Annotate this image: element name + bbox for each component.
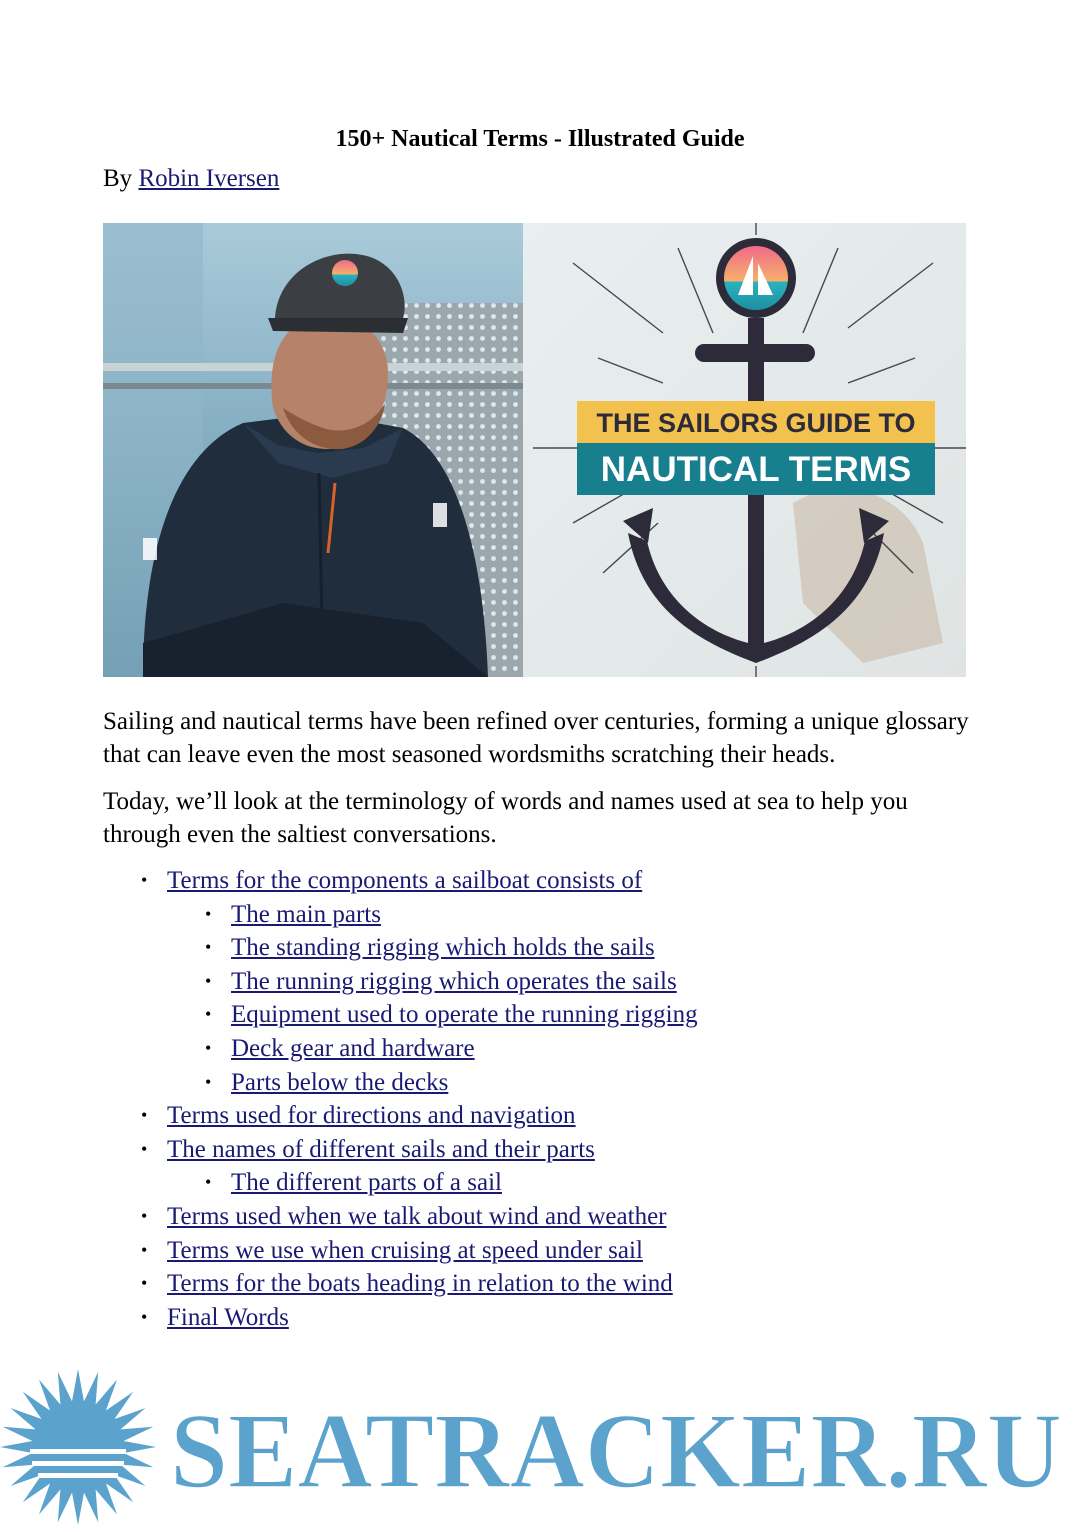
toc-item — [103, 1066, 698, 1100]
bullet-icon: • — [141, 1273, 148, 1294]
hero-image — [103, 223, 966, 677]
bullet-icon: • — [205, 937, 212, 958]
bullet-icon: • — [205, 1037, 212, 1058]
watermark — [0, 1365, 1080, 1527]
banner-line2: NAUTICAL TERMS — [600, 450, 912, 489]
toc-item — [103, 1099, 698, 1133]
byline — [103, 163, 279, 195]
table-of-contents — [103, 864, 698, 1334]
toc-item — [103, 864, 698, 898]
toc-link[interactable]: The running rigging which operates the sails — [231, 967, 677, 995]
toc-item — [103, 1234, 698, 1268]
toc-link[interactable]: The main parts — [231, 900, 381, 928]
byline-prefix: By — [103, 165, 133, 192]
toc-item — [103, 1133, 698, 1167]
guide-graphic — [523, 223, 966, 677]
toc-item — [103, 1032, 698, 1066]
toc-item — [103, 1301, 698, 1335]
bullet-icon: • — [205, 970, 212, 991]
toc-item — [103, 898, 698, 932]
intro-paragraph-2: Today, we’ll look at the terminology of words and names used at sea to help you through even the saltiest conversations. — [103, 788, 908, 848]
watermark-text: SEATRACKER.RU — [170, 1392, 1062, 1511]
author-link[interactable]: Robin Iversen — [138, 165, 280, 192]
bullet-icon: • — [205, 1004, 212, 1025]
toc-item — [103, 998, 698, 1032]
toc-link[interactable]: Terms for the components a sailboat consists of — [167, 867, 643, 894]
banner-line1: THE SAILORS GUIDE TO — [596, 408, 916, 438]
bullet-icon: • — [205, 1071, 212, 1092]
bullet-icon: • — [141, 870, 148, 890]
toc-item — [103, 1166, 698, 1200]
toc-link[interactable]: Deck gear and hardware — [231, 1034, 475, 1062]
toc-link[interactable]: Terms we use when cruising at speed under sail — [167, 1236, 643, 1264]
bullet-icon: • — [205, 903, 212, 924]
bullet-icon: • — [141, 1205, 148, 1226]
bullet-icon: • — [141, 1306, 148, 1327]
toc-link[interactable]: The different parts of a sail — [231, 1169, 502, 1197]
toc-link[interactable]: The standing rigging which holds the sails — [231, 934, 655, 962]
bullet-icon: • — [141, 1239, 148, 1260]
toc-link[interactable]: Terms for the boats heading in relation to the wind — [167, 1270, 673, 1298]
sun-icon — [0, 1369, 156, 1525]
bullet-icon: • — [205, 1172, 212, 1193]
toc-item — [103, 1200, 698, 1234]
bullet-icon: • — [141, 1105, 148, 1126]
photo-panel — [103, 223, 523, 677]
toc-link[interactable]: Final Words — [167, 1303, 289, 1331]
toc-link[interactable]: The names of different sails and their parts — [167, 1135, 595, 1163]
toc-link[interactable]: Terms used for directions and navigation — [167, 1102, 576, 1130]
toc-link[interactable]: Parts below the decks — [231, 1068, 449, 1096]
intro-paragraph: Sailing and nautical terms have been refined over centuries, forming a unique glossary that can leave even the most seasoned wordsmiths scratching their heads. — [103, 708, 969, 768]
toc-item — [103, 931, 698, 965]
toc-link[interactable]: Terms used when we talk about wind and weather — [167, 1202, 667, 1230]
toc-item — [103, 1267, 698, 1301]
toc-item — [103, 965, 698, 999]
toc-link[interactable]: Equipment used to operate the running rigging — [231, 1001, 698, 1029]
bullet-icon: • — [141, 1138, 148, 1159]
article-title: 150+ Nautical Terms - Illustrated Guide — [335, 126, 745, 152]
